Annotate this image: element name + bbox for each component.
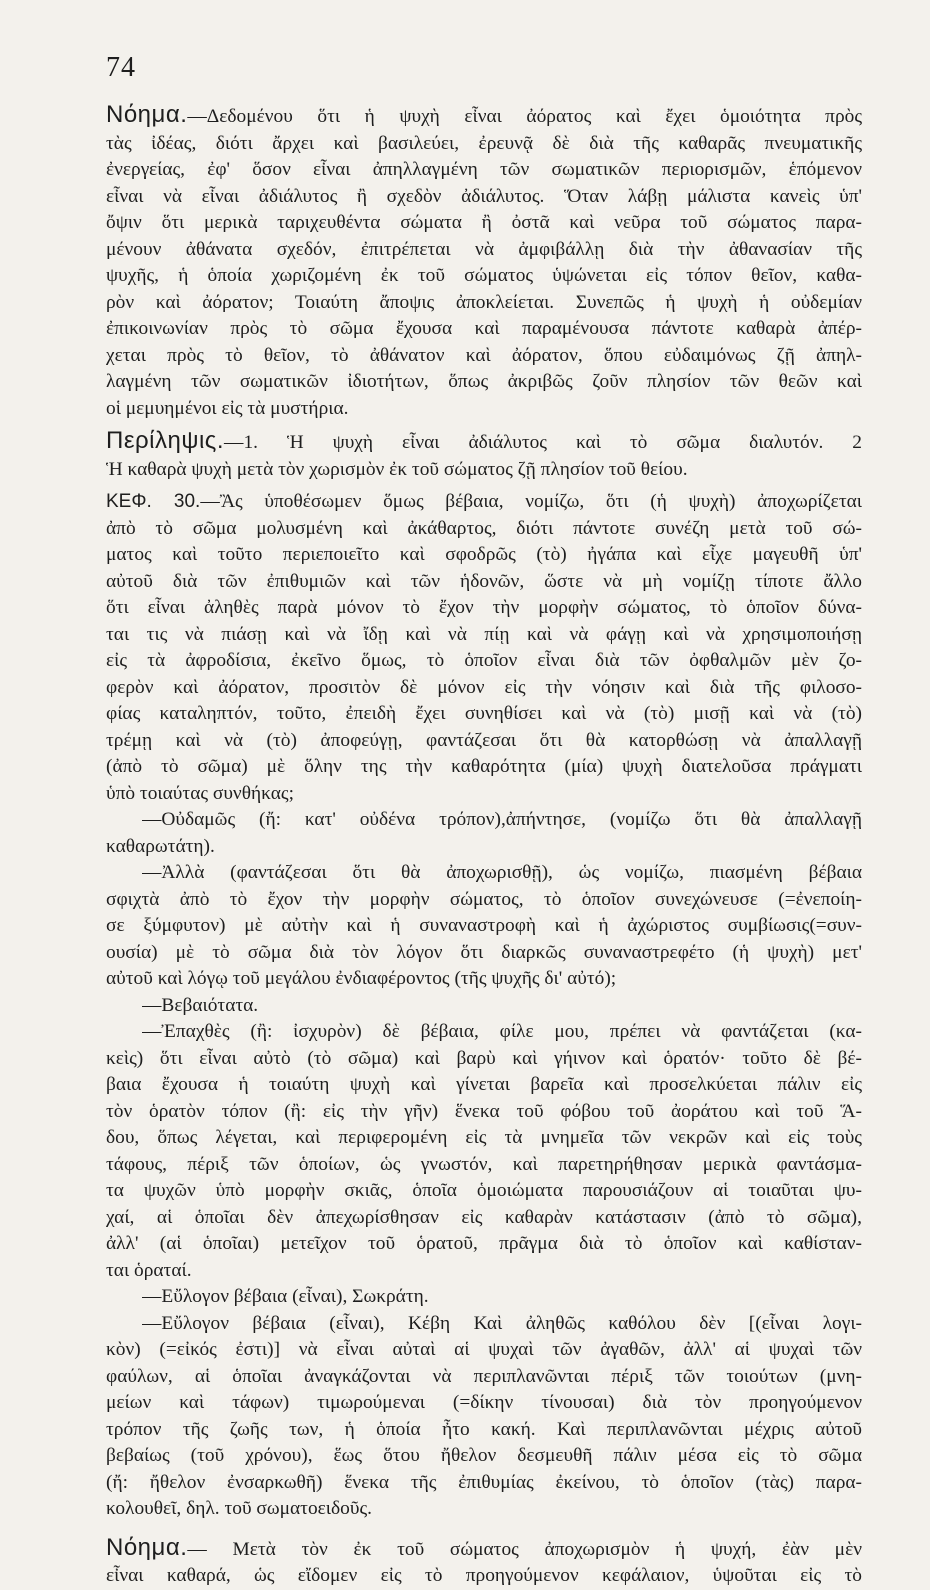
text-line: κολουθεῖ, δηλ. τοῦ σωματοειδοῦς. xyxy=(106,1498,372,1519)
text-line: αὐτοῦ καὶ λόγῳ τοῦ μεγάλου ἐνδιαφέροντος (τῆς ψυχῆς δι' αὐτό); xyxy=(106,968,617,989)
text-line: τάφους, πέριξ τῶν ὁποίων, ὡς γνωστόν, καὶ παρετηρήθησαν μερικὰ φαντάσμα- xyxy=(106,1153,862,1175)
text-line: —Βεβαιότατα. xyxy=(142,994,259,1016)
text-line: ται ὁραταί. xyxy=(106,1259,192,1281)
text-line: ὄψιν ὅτι μερικὰ ταριχευθέντα σώματα ἢ ὀστᾶ καὶ νεῦρα τοῦ σώματος παρα- xyxy=(106,212,862,233)
dialogue-line xyxy=(106,1311,862,1338)
text-line: (ἤ: ἤθελον ἐνσαρκωθῆ) ἕνεκα τῆς ἐπιθυμίας ἐκείνου, τὸ ὁποῖον (τὰς) παρα- xyxy=(106,1471,862,1493)
text-line: ἀλλ' (αἱ ὁποῖαι) μετεῖχον τοῦ ὁρατοῦ, πρᾶγμα διὰ τὸ ὁποῖον καὶ καθίσταν- xyxy=(106,1233,862,1254)
text-line: —Εὔλογον βέβαια (εἶναι), Κέβη Καὶ ἀληθῶς καθόλου δὲν [(εἶναι λογι- xyxy=(142,1312,862,1334)
text-line: βαια ἔχουσα ἡ τοιαύτη ψυχὴ καὶ γίνεται βαρεῖα καὶ προσελκύεται πάλιν εἰς xyxy=(106,1074,862,1095)
text-line: εἶναι νὰ εἶναι ἀδιάλυτος ἢ σχεδὸν ἀδιάλυτος. Ὅταν λάβῃ μάλιστα κανεὶς ὑπ' xyxy=(106,185,862,207)
text-line: τὸν ὁρατὸν τόπον (ἢ: εἰς τὴν γῆν) ἕνεκα τοῦ φόβου τοῦ ἀοράτου καὶ τοῦ Ἅ- xyxy=(106,1100,862,1122)
text-line: ρὸν καὶ ἀόρατον; Τοιαύτη ἄποψις ἀποκλείεται. Συνεπῶς ἡ ψυχὴ ἡ οὐδεμίαν xyxy=(106,291,862,313)
dialogue-line xyxy=(106,807,862,834)
paragraph-noima-2 xyxy=(106,1535,862,1590)
text-line: τρόπον τῆς ζωῆς των, ἡ ὁποία ἦτο κακή. Καὶ περιπλανῶνται μέχρις αὐτοῦ xyxy=(106,1418,862,1440)
text-line: μένουν ἀθάνατα σχεδόν, ἐπιτρέπεται νὰ ἀμφιβάλλῃ διὰ τὴν ἀθανασίαν τῆς xyxy=(106,238,862,260)
text-line: δου, ὅπως λέγεται, καὶ περιφερομένη εἰς τὰ μνημεῖα τῶν νεκρῶν καὶ εἰς τοὺς xyxy=(106,1127,862,1148)
dialogue-line xyxy=(106,1019,862,1046)
text-line: εἶναι καθαρά, ὡς εἴδομεν εἰς τὸ προηγούμενον κεφάλαιον, ὑψοῦται εἰς τὸ xyxy=(106,1565,862,1586)
text-line: ματος καὶ τοῦτο περιεποιεῖτο καὶ σφοδρῶς (τὸ) ἠγάπα καὶ εἶχε μαγευθῆ ὑπ' xyxy=(106,544,862,565)
heading-perilipsis: Περίληψις. xyxy=(106,428,225,454)
text-line: —Εὔλογον βέβαια (εἶναι), Σωκράτη. xyxy=(142,1286,429,1307)
dialogue-line xyxy=(106,834,862,861)
text-line: τρέμῃ καὶ νὰ (τὸ) ἀποφεύγῃ, φαντάζεσαι ὅτι θὰ κατορθώσῃ νὰ ἀπαλλαγῇ xyxy=(106,729,862,751)
text-line: μείων καὶ τάφων) τιμωρούμεναι (=δίκην τίνουσαι) διὰ τὸν προηγούμενον xyxy=(106,1392,862,1413)
text-line: ἐνεργείας, ἐφ' ὅσον εἶναι ἀπηλλαγμένη τῶν σωματικῶν περιορισμῶν, ἑπόμενον xyxy=(106,159,862,180)
text-line: χεται πρὸς τὸ θεῖον, τὸ ἀθάνατον καὶ ἀόρατον, ὅπου εὐδαιμόνως ζῇ ἀπηλ- xyxy=(106,344,862,366)
text-line: σφιχτὰ ἀπὸ τὸ ἔχον τὴν μορφὴν σώματος, τὸ ὁποῖον συνεχώνευσε (=ἐνεποίη- xyxy=(106,888,862,910)
heading-noima: Νόημα. xyxy=(106,1534,188,1561)
text-line: —Ἀλλὰ (φαντάζεσαι ὅτι θὰ ἀποχωρισθῇ), ὡς νομίζω, πιασμένη βέβαια xyxy=(142,862,862,883)
text-line: φαύλων, αἱ ὁποῖαι ἀναγκάζονται νὰ περιπλανῶνται πέριξ τῶν τοιούτων (μνη- xyxy=(106,1365,862,1387)
text-line: ουσία) μὲ τὸ σῶμα διὰ τὸν λόγον ὅτι διαρκῶς συναναστρεφέτο (ἡ ψυχὴ) μετ' xyxy=(106,941,862,963)
text-line: καθαρωτάτη). xyxy=(106,835,215,857)
text-line: βεβαίως (τοῦ χρόνου), ἕως ὅτου ἤθελον δεσμευθῆ πάλιν μέσα εἰς τὸ σῶμα xyxy=(106,1445,862,1466)
paragraph-noima-1 xyxy=(106,102,862,422)
text-line: χαί, αἱ ὁποῖαι δὲν ἀπεχωρίσθησαν εἰς καθαρὰν κατάστασιν (ἀπὸ τὸ σῶμα), xyxy=(106,1206,862,1228)
text-line: —Ἂς ὑποθέσωμεν ὅμως βέβαια, νομίζω, ὅτι (ἡ ψυχὴ) ἀποχωρίζεται xyxy=(200,491,862,512)
text-line: αὐτοῦ διὰ τῶν ἐπιθυμιῶν καὶ τῶν ἡδονῶν, ὥστε νὰ μὴ νομίζῃ τίποτε ἄλλο xyxy=(106,570,862,592)
text-line: —Ἐπαχθὲς (ἢ: ἰσχυρὸν) δὲ βέβαια, φίλε μου, πρέπει νὰ φαντάζεται (κα- xyxy=(142,1021,862,1042)
paragraph-chapter-30 xyxy=(106,489,862,807)
text-line: οἱ μεμυημένοι εἰς τὰ μυστήρια. xyxy=(106,397,349,419)
text-line: λαγμένη τῶν σωματικῶν ἰδιοτήτων, ὅπως ἀκριβῶς ζοῦν πλησίον τῶν θεῶν καὶ xyxy=(106,371,862,392)
text-line: —Δεδομένου ὅτι ἡ ψυχὴ εἶναι ἀόρατος καὶ ἔχει ὁμοιότητα πρὸς xyxy=(187,106,862,127)
dialogue-line xyxy=(106,1284,862,1311)
text-line: τα ψυχῶν ὑπὸ μορφὴν σκιᾶς, ὁποῖα ὁμοιώματα παρουσιάζουν αἱ τοιαῦται ψυ- xyxy=(106,1180,862,1201)
text-line: —1. Ἡ ψυχὴ εἶναι ἀδιάλυτος καὶ τὸ σῶμα διαλυτόν. 2 xyxy=(224,432,862,453)
text-line: εἰς τὰ ἀφροδίσια, ἐκεῖνο ὅμως, τὸ ὁποῖον εἶναι διὰ τῶν ὀφθαλμῶν μὲν ζο- xyxy=(106,650,862,671)
text-line: ὅτι εἶναι ἀληθὲς παρὰ μόνον τὸ ἔχον τὴν μορφὴν σώματος, τὸ ὁποῖον δύνα- xyxy=(106,597,862,618)
text-line: σε ξύμφυτον) μὲ αὐτὴν καὶ ἡ συναναστροφὴ καὶ ἡ ἀχώριστος συμβίωσις(=συν- xyxy=(106,915,862,936)
text-line: ἐπικοινωνίαν πρὸς τὸ σῶμα ἔχουσα καὶ παραμένουσα πάντοτε καθαρὰ ἀπέρ- xyxy=(106,318,862,339)
dialogue-paragraph xyxy=(106,1337,862,1523)
dialogue-paragraph xyxy=(106,887,862,993)
text-line: ται τις νὰ πιάσῃ καὶ νὰ ἴδῃ καὶ νὰ πίῃ καὶ νὰ φάγῃ καὶ νὰ χρησιμοποιήσῃ xyxy=(106,623,862,645)
text-line: κὸν) (=εἰκός ἐστι)] νὰ εἶναι αὐταὶ αἱ ψυχαὶ τῶν ἀγαθῶν, ἀλλ' αἱ ψυχαὶ τῶν xyxy=(106,1339,862,1360)
text-line: ὑπὸ τοιαύτας συνθήκας; xyxy=(106,782,294,804)
text-line: φίας καταληπτόν, τοῦτο, ἐπειδὴ ἔχει συνηθίσει καὶ νὰ (τὸ) μισῇ καὶ νὰ (τὸ) xyxy=(106,703,862,724)
dialogue-line xyxy=(106,993,862,1020)
paragraph-perilipsis xyxy=(106,428,862,483)
heading-noima: Νόημα. xyxy=(106,102,188,128)
text-line: ψυχῆς, ἡ ὁποία χωριζομένη ἐκ τοῦ σώματος ὑψώνεται εἰς τόπον θεῖον, καθα- xyxy=(106,265,862,286)
page-number: 74 xyxy=(106,52,136,83)
text-line: —Οὐδαμῶς (ἤ: κατ' οὐδένα τρόπον),ἀπήντησε, (νομίζω ὅτι θὰ ἀπαλλαγῇ xyxy=(142,809,862,830)
dialogue-line xyxy=(106,860,862,887)
dialogue-paragraph xyxy=(106,1046,862,1285)
text-line: Ἡ καθαρὰ ψυχὴ μετὰ τὸν χωρισμὸν ἐκ τοῦ σώματος ζῇ πλησίον τοῦ θείου. xyxy=(106,458,688,480)
text-line: ἀπὸ τὸ σῶμα μολυσμένη καὶ ἀκάθαρτος, διότι πάντοτε συνέζη μετὰ τοῦ σώ- xyxy=(106,517,862,539)
text-line: (ἀπὸ τὸ σῶμα) μὲ ὅλην της τὴν καθαρότητα (μία) ψυχὴ διατελοῦσα πράγματι xyxy=(106,756,862,777)
text-line: τὰς ἰδέας, διότι ἄρχει καὶ βασιλεύει, ἐρευνᾷ δὲ διὰ τῆς καθαρᾶς πνευματικῆς xyxy=(106,132,862,154)
text-line: — Μετὰ τὸν ἐκ τοῦ σώματος ἀποχωρισμὸν ἡ ψυχή, ἐὰν μὲν xyxy=(187,1538,862,1560)
text-line: κεὶς) ὅτι εἶναι αὐτὸ (τὸ σῶμα) καὶ βαρὺ καὶ γήινον καὶ ὁρατόν· τοῦτο δὲ βέ- xyxy=(106,1047,862,1069)
heading-chapter: ΚΕΦ. 30. xyxy=(106,491,201,512)
text-line: φερὸν καὶ ἀόρατον, προσιτὸν δὲ μόνον εἰς τὴν νόησιν καὶ διὰ τῆς φιλοσο- xyxy=(106,676,862,698)
